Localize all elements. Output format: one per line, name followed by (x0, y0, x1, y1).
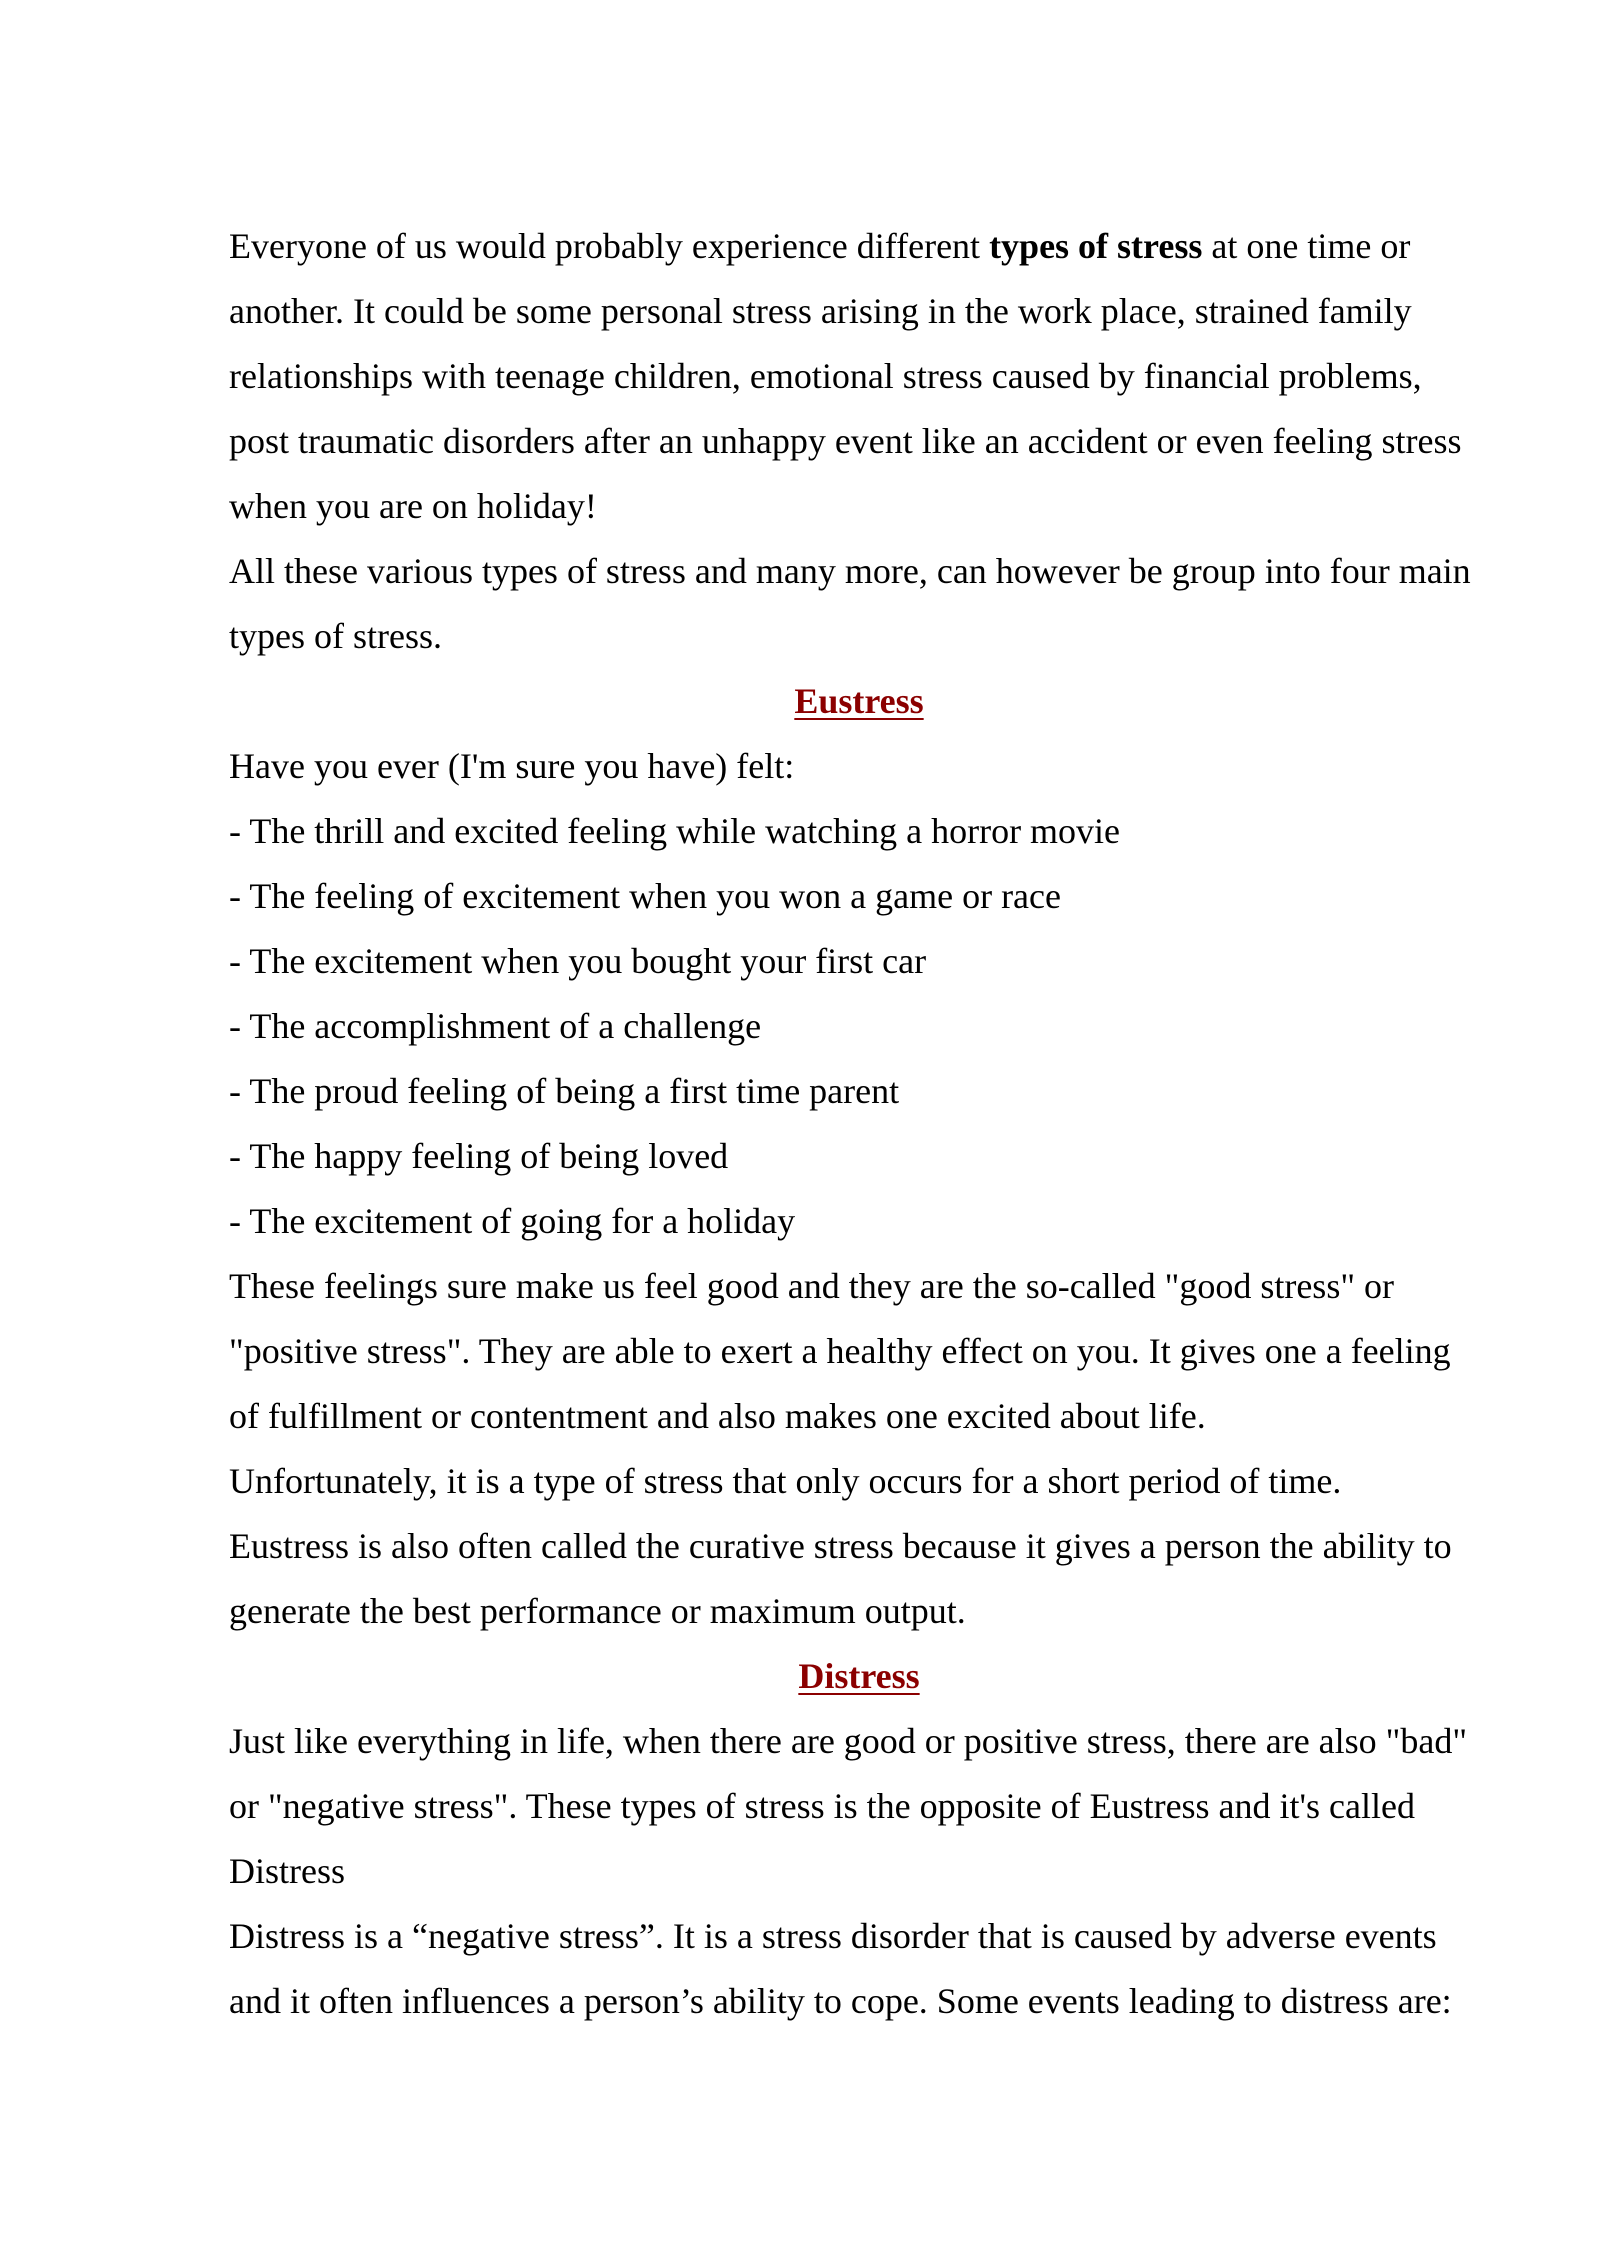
intro-paragraph-2: All these various types of stress and many more, can however be group into four main types of stress. (229, 551, 1471, 656)
list-item: - The thrill and excited feeling while watching a horror movie (229, 811, 1121, 851)
intro-text-end: at one time or another. It could be some personal stress arising in the work place, strained family relationships with teenage children, emotional stress caused by financial problems, post traumatic disorders after an unhappy event like an accident or even feeling stress when you are on holiday! (229, 226, 1462, 526)
eustress-heading: Eustress (794, 681, 924, 721)
list-item: - The proud feeling of being a first time parent (229, 1071, 900, 1111)
eustress-line-curative: Eustress is also often called the curative stress because it gives a person the ability to generate the best performance or maximum output. (229, 1526, 1452, 1631)
distress-paragraph-2: Distress is a “negative stress”. It is a stress disorder that is caused by adverse events and it often influences a person’s ability to cope. Some events leading to distress are: (229, 1916, 1452, 2021)
eustress-lead: Have you ever (I'm sure you have) felt: (229, 746, 795, 786)
document-body (229, 214, 1489, 2034)
eustress-list (229, 799, 1489, 1254)
list-item: - The excitement of going for a holiday (229, 1201, 796, 1241)
eustress-paragraph: These feelings sure make us feel good and they are the so-called "good stress" or "positive stress". They are able to exert a healthy effect on you. It gives one a feeling of fulfillment or contentment and also makes one excited about life. (229, 1266, 1451, 1436)
eustress-line-unfortunately: Unfortunately, it is a type of stress that only occurs for a short period of time. (229, 1461, 1342, 1501)
intro-text-start: Everyone of us would probably experience different (229, 226, 990, 266)
distress-heading: Distress (798, 1656, 920, 1696)
intro-paragraph (229, 214, 1489, 539)
list-item: - The happy feeling of being loved (229, 1136, 729, 1176)
intro-bold-phrase: types of stress (989, 226, 1203, 266)
list-item: - The accomplishment of a challenge (229, 1006, 762, 1046)
list-item: - The excitement when you bought your first car (229, 941, 927, 981)
distress-paragraph-1: Just like everything in life, when there are good or positive stress, there are also "bad" or "negative stress". These types of stress is the opposite of Eustress and it's called Distress (229, 1721, 1468, 1891)
list-item: - The feeling of excitement when you won a game or race (229, 876, 1061, 916)
